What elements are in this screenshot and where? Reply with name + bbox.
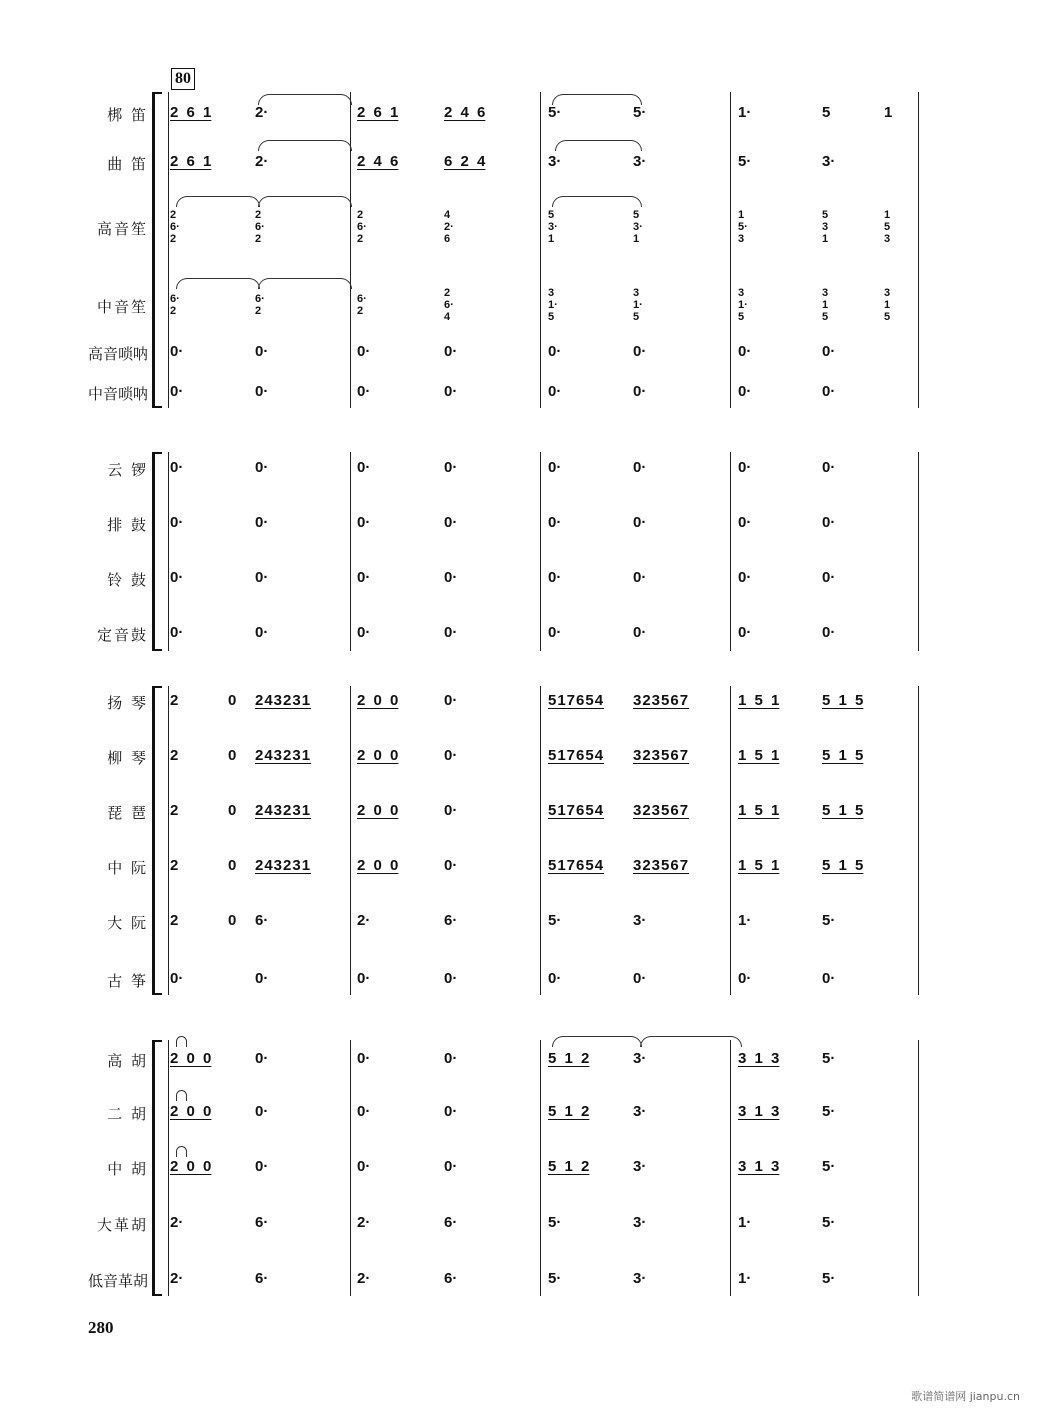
note-cell: 1 [884, 104, 893, 121]
note-cell: 0· [633, 343, 647, 360]
note-cell: 5 1 2 [548, 1103, 590, 1120]
note-cell: 0 [228, 747, 237, 764]
rehearsal-mark: 80 [171, 68, 195, 90]
note-cell: 0· [255, 459, 269, 476]
barline [168, 452, 169, 651]
note-cell: 0· [170, 970, 184, 987]
instrument-label: 高音唢呐 [87, 345, 148, 363]
barline [350, 1040, 351, 1296]
note-cell: 0· [548, 383, 562, 400]
note-cell: 0· [357, 970, 371, 987]
note-cell: 3 1 5 [884, 287, 891, 323]
tie-slur [258, 196, 352, 207]
instrument-label: 二 胡 [107, 1105, 148, 1123]
instrument-label: 中音笙 [96, 298, 148, 316]
note-cell: 6· 2 [170, 293, 180, 317]
note-cell: 0· [444, 624, 458, 641]
note-cell: 5 3· 1 [633, 209, 643, 245]
barline [350, 686, 351, 995]
note-cell: 323567 [633, 692, 690, 709]
note-cell: 5· [548, 1270, 562, 1287]
note-cell: 2 0 0 [357, 692, 399, 709]
barline [730, 686, 731, 995]
barline [918, 686, 919, 995]
note-cell: 0· [822, 459, 836, 476]
instrument-label: 低音革胡 [87, 1272, 148, 1290]
note-cell: 3 1 5 [822, 287, 829, 323]
note-cell: 0· [444, 569, 458, 586]
note-cell: 0· [633, 624, 647, 641]
note-cell: 5· [738, 153, 752, 170]
note-cell: 0· [170, 383, 184, 400]
note-cell: 5· [822, 1158, 836, 1175]
note-cell: 0· [444, 692, 458, 709]
instrument-label: 中 胡 [107, 1160, 148, 1178]
instrument-label: 中音唢呐 [87, 385, 148, 403]
instrument-label: 云 锣 [107, 461, 148, 479]
note-cell: 517654 [548, 747, 605, 764]
note-cell: 0 [228, 857, 237, 874]
note-cell: 3· [633, 1270, 647, 1287]
note-cell: 0· [357, 1158, 371, 1175]
note-cell: 2 4 6 [444, 104, 486, 121]
tie-slur [176, 278, 260, 289]
instrument-label: 排 鼓 [107, 516, 148, 534]
note-cell: 2 0 0 [170, 1158, 212, 1175]
instrument-label: 柳 琴 [107, 749, 148, 767]
note-cell: 5 1 5 [822, 692, 864, 709]
note-cell: 3· [548, 153, 562, 170]
note-cell: 3· [633, 1214, 647, 1231]
tie-slur [176, 1036, 187, 1047]
note-cell: 1· [738, 1270, 752, 1287]
note-cell: 3 1· 5 [633, 287, 643, 323]
note-cell: 6· [444, 912, 458, 929]
note-cell: 2· [357, 1270, 371, 1287]
instrument-label: 大革胡 [96, 1216, 148, 1234]
instrument-label: 中 阮 [107, 859, 148, 877]
note-cell: 2 0 0 [170, 1103, 212, 1120]
note-cell: 0· [822, 569, 836, 586]
barline [918, 92, 919, 408]
note-cell: 0· [822, 624, 836, 641]
tie-slur [640, 1036, 742, 1047]
note-cell: 0· [357, 343, 371, 360]
note-cell: 0· [444, 970, 458, 987]
note-cell: 2 [170, 857, 179, 874]
note-cell: 5 1 2 [548, 1158, 590, 1175]
watermark: 歌谱简谱网 jianpu.cn [911, 1390, 1020, 1403]
instrument-label: 高 胡 [107, 1052, 148, 1070]
instrument-label: 大 阮 [107, 914, 148, 932]
note-cell: 0· [255, 343, 269, 360]
note-cell: 6· 2 [357, 293, 367, 317]
note-cell: 5· [548, 104, 562, 121]
note-cell: 0· [738, 383, 752, 400]
note-cell: 0· [738, 624, 752, 641]
note-cell: 0· [255, 514, 269, 531]
note-cell: 2 6· 2 [255, 209, 265, 245]
tie-slur [555, 140, 642, 151]
instrument-label: 铃 鼓 [107, 571, 148, 589]
instrument-label: 高音笙 [96, 220, 148, 238]
note-cell: 5· [822, 912, 836, 929]
note-cell: 0· [548, 624, 562, 641]
note-cell: 2 [170, 802, 179, 819]
tie-slur [258, 278, 352, 289]
note-cell: 0· [357, 383, 371, 400]
note-cell: 5· [822, 1270, 836, 1287]
note-cell: 2 6 1 [357, 104, 399, 121]
note-cell: 0· [170, 343, 184, 360]
note-cell: 0 [228, 692, 237, 709]
note-cell: 3 1 3 [738, 1158, 780, 1175]
note-cell: 1 5 1 [738, 747, 780, 764]
note-cell: 3· [633, 912, 647, 929]
bowed-bracket [152, 1040, 159, 1296]
note-cell: 6· [255, 912, 269, 929]
barline [918, 1040, 919, 1296]
note-cell: 517654 [548, 692, 605, 709]
note-cell: 3· [633, 1103, 647, 1120]
note-cell: 0· [738, 569, 752, 586]
note-cell: 3· [633, 1158, 647, 1175]
note-cell: 3· [633, 1050, 647, 1067]
note-cell: 5 3· 1 [548, 209, 558, 245]
tie-slur [552, 94, 642, 105]
note-cell: 0· [357, 624, 371, 641]
note-cell: 3 1 3 [738, 1050, 780, 1067]
note-cell: 1 5 1 [738, 692, 780, 709]
note-cell: 5 1 5 [822, 857, 864, 874]
note-cell: 5· [548, 912, 562, 929]
note-cell: 0· [444, 747, 458, 764]
note-cell: 0· [822, 514, 836, 531]
note-cell: 5 1 5 [822, 802, 864, 819]
note-cell: 6· [255, 1270, 269, 1287]
note-cell: 0· [548, 343, 562, 360]
barline [168, 1040, 169, 1296]
note-cell: 0 [228, 912, 237, 929]
note-cell: 2 6· 2 [170, 209, 180, 245]
note-cell: 5· [633, 104, 647, 121]
note-cell: 0· [633, 514, 647, 531]
instrument-label: 梆 笛 [107, 106, 148, 124]
note-cell: 2 6· 4 [444, 287, 454, 323]
note-cell: 0· [548, 459, 562, 476]
note-cell: 0· [357, 514, 371, 531]
note-cell: 1· [738, 104, 752, 121]
note-cell: 3 1· 5 [548, 287, 558, 323]
note-cell: 1· [738, 912, 752, 929]
tie-slur [258, 140, 352, 151]
note-cell: 0· [357, 569, 371, 586]
note-cell: 4 2· 6 [444, 209, 454, 245]
note-cell: 2 [170, 912, 179, 929]
note-cell: 1· [738, 1214, 752, 1231]
note-cell: 243231 [255, 802, 312, 819]
note-cell: 517654 [548, 857, 605, 874]
note-cell: 0· [444, 514, 458, 531]
note-cell: 2 [170, 747, 179, 764]
barline [350, 92, 351, 408]
note-cell: 0· [738, 343, 752, 360]
plucked-bracket [152, 686, 159, 995]
note-cell: 323567 [633, 857, 690, 874]
note-cell: 2· [170, 1270, 184, 1287]
note-cell: 5 1 2 [548, 1050, 590, 1067]
note-cell: 0· [548, 514, 562, 531]
note-cell: 0· [255, 569, 269, 586]
tie-slur [258, 94, 352, 105]
note-cell: 0· [444, 1158, 458, 1175]
barline [540, 452, 541, 651]
note-cell: 5· [822, 1050, 836, 1067]
note-cell: 243231 [255, 857, 312, 874]
instrument-label: 琵 琶 [107, 804, 148, 822]
note-cell: 517654 [548, 802, 605, 819]
note-cell: 0 [228, 802, 237, 819]
note-cell: 0· [738, 459, 752, 476]
note-cell: 0· [444, 343, 458, 360]
tie-slur [552, 1036, 642, 1047]
note-cell: 2 4 6 [357, 153, 399, 170]
instrument-label: 定音鼓 [96, 626, 148, 644]
note-cell: 2 [170, 692, 179, 709]
note-cell: 1 5 3 [884, 209, 891, 245]
note-cell: 6· [444, 1214, 458, 1231]
note-cell: 0· [633, 383, 647, 400]
note-cell: 5 [822, 104, 831, 121]
note-cell: 2· [357, 1214, 371, 1231]
note-cell: 6· [255, 1214, 269, 1231]
barline [168, 92, 169, 408]
note-cell: 5· [822, 1103, 836, 1120]
note-cell: 3 1 3 [738, 1103, 780, 1120]
note-cell: 0· [738, 514, 752, 531]
instrument-label: 古 筝 [107, 972, 148, 990]
note-cell: 2 0 0 [170, 1050, 212, 1067]
barline [730, 452, 731, 651]
note-cell: 2· [255, 104, 269, 121]
note-cell: 2 6 1 [170, 153, 212, 170]
note-cell: 0· [633, 459, 647, 476]
note-cell: 0· [548, 970, 562, 987]
note-cell: 5 1 5 [822, 747, 864, 764]
woodwinds-bracket [152, 92, 159, 408]
barline [730, 1040, 731, 1296]
note-cell: 2 0 0 [357, 857, 399, 874]
note-cell: 0· [255, 1103, 269, 1120]
note-cell: 6 2 4 [444, 153, 486, 170]
note-cell: 243231 [255, 747, 312, 764]
note-cell: 2 6· 2 [357, 209, 367, 245]
tie-slur [176, 1146, 187, 1157]
note-cell: 0· [357, 1103, 371, 1120]
note-cell: 1 5 1 [738, 857, 780, 874]
note-cell: 1 5 1 [738, 802, 780, 819]
note-cell: 0· [444, 383, 458, 400]
note-cell: 0· [357, 1050, 371, 1067]
tie-slur [552, 196, 642, 207]
note-cell: 0· [822, 383, 836, 400]
note-cell: 0· [633, 970, 647, 987]
tie-slur [176, 1090, 187, 1101]
note-cell: 0· [822, 970, 836, 987]
note-cell: 0· [548, 569, 562, 586]
note-cell: 6· [444, 1270, 458, 1287]
barline [168, 686, 169, 995]
barline [918, 452, 919, 651]
note-cell: 0· [170, 624, 184, 641]
note-cell: 323567 [633, 802, 690, 819]
note-cell: 0· [357, 459, 371, 476]
note-cell: 5 3 1 [822, 209, 829, 245]
percussion-bracket [152, 452, 159, 651]
tie-slur [176, 196, 260, 207]
barline [540, 1040, 541, 1296]
note-cell: 1 5· 3 [738, 209, 748, 245]
note-cell: 0· [444, 1050, 458, 1067]
barline [350, 452, 351, 651]
note-cell: 0· [170, 514, 184, 531]
note-cell: 0· [255, 383, 269, 400]
instrument-label: 扬 琴 [107, 694, 148, 712]
note-cell: 0· [444, 802, 458, 819]
note-cell: 0· [738, 970, 752, 987]
note-cell: 5· [548, 1214, 562, 1231]
note-cell: 3 1· 5 [738, 287, 748, 323]
note-cell: 0· [444, 459, 458, 476]
note-cell: 0· [444, 1103, 458, 1120]
note-cell: 5· [822, 1214, 836, 1231]
note-cell: 2· [255, 153, 269, 170]
note-cell: 243231 [255, 692, 312, 709]
note-cell: 0· [444, 857, 458, 874]
barline [730, 92, 731, 408]
note-cell: 3· [822, 153, 836, 170]
note-cell: 2 0 0 [357, 802, 399, 819]
note-cell: 2 0 0 [357, 747, 399, 764]
note-cell: 3· [633, 153, 647, 170]
note-cell: 2· [357, 912, 371, 929]
barline [540, 686, 541, 995]
note-cell: 0· [255, 624, 269, 641]
page-number: 280 [88, 1318, 114, 1337]
note-cell: 323567 [633, 747, 690, 764]
note-cell: 0· [633, 569, 647, 586]
barline [540, 92, 541, 408]
note-cell: 0· [255, 1050, 269, 1067]
note-cell: 0· [170, 569, 184, 586]
note-cell: 0· [255, 970, 269, 987]
note-cell: 2· [170, 1214, 184, 1231]
note-cell: 0· [170, 459, 184, 476]
note-cell: 0· [255, 1158, 269, 1175]
note-cell: 2 6 1 [170, 104, 212, 121]
note-cell: 0· [822, 343, 836, 360]
instrument-label: 曲 笛 [107, 155, 148, 173]
note-cell: 6· 2 [255, 293, 265, 317]
